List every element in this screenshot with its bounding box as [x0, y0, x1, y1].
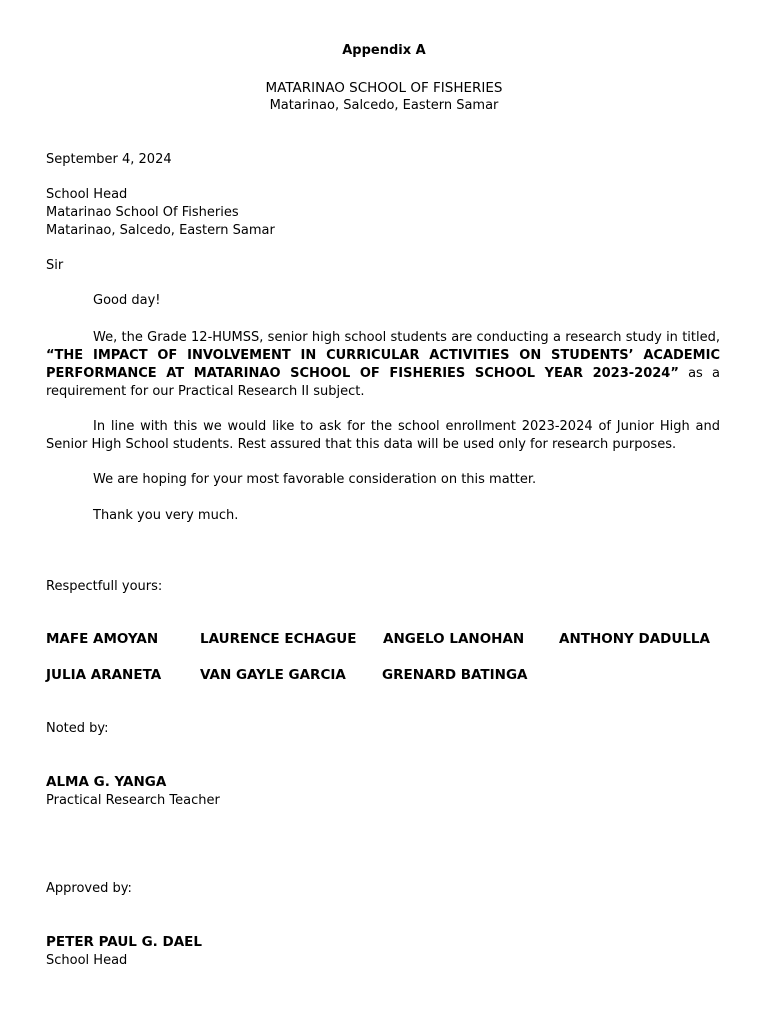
appendix-label: Appendix A: [342, 43, 426, 58]
body-paragraph-4: Thank you very much.: [93, 508, 239, 523]
noted-by-role: Practical Research Teacher: [46, 793, 220, 808]
noted-by-name: ALMA G. YANGA: [46, 774, 167, 790]
p1-outro: as a requirement for our Practical Research II subject.: [46, 366, 720, 399]
letter-date: September 4, 2024: [46, 152, 172, 167]
noted-by-label: Noted by:: [46, 721, 109, 736]
body-paragraph-2: [46, 418, 720, 454]
salutation: Sir: [46, 258, 64, 273]
school-address: Matarinao, Salcedo, Eastern Samar: [269, 98, 499, 113]
p2-text: In line with this we would like to ask for the school enrollment 2023-2024 of Junior High and Senior High School students. Rest assured that this data will be used only for research purposes.: [46, 419, 720, 452]
signatory-name: GRENARD BATINGA: [382, 667, 528, 683]
approved-by-label: Approved by:: [46, 881, 132, 896]
recipient-school: Matarinao School Of Fisheries: [46, 205, 239, 220]
research-title: “THE IMPACT OF INVOLVEMENT IN CURRICULAR ACTIVITIES ON STUDENTS’ ACADEMIC PERFORMANCE AT MATARINAO SCHOOL OF FISHERIES SCHOOL YEAR 2023-2024”: [46, 348, 720, 381]
signatory-name: MAFE AMOYAN: [46, 631, 159, 647]
greeting: Good day!: [93, 293, 161, 308]
body-paragraph-3: We are hoping for your most favorable consideration on this matter.: [93, 472, 537, 487]
signatory-name: LAURENCE ECHAGUE: [200, 631, 357, 647]
signatory-name: JULIA ARANETA: [46, 667, 162, 683]
recipient-address: Matarinao, Salcedo, Eastern Samar: [46, 223, 275, 238]
approved-by-name: PETER PAUL G. DAEL: [46, 934, 202, 950]
closing: Respectfull yours:: [46, 579, 163, 594]
signatory-name: ANTHONY DADULLA: [559, 631, 710, 647]
body-paragraph-1: [46, 329, 720, 401]
p1-intro: We, the Grade 12-HUMSS, senior high school students are conducting a research study in titled,: [93, 330, 720, 345]
school-name: MATARINAO SCHOOL OF FISHERIES: [265, 80, 503, 96]
signatory-name: ANGELO LANOHAN: [383, 631, 525, 647]
recipient-title: School Head: [46, 187, 128, 202]
signatory-name: VAN GAYLE GARCIA: [200, 667, 346, 683]
approved-by-role: School Head: [46, 953, 128, 968]
